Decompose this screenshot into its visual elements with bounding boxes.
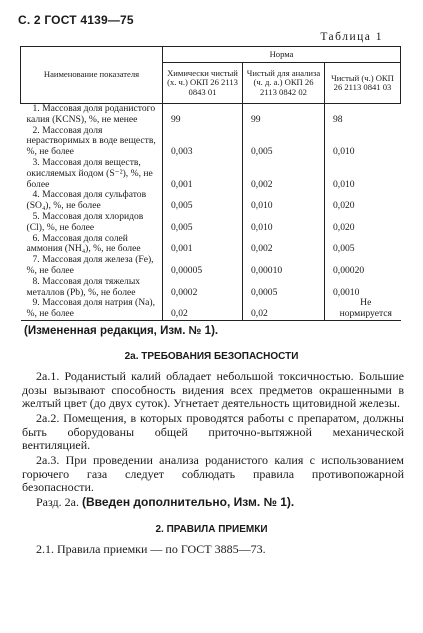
paragraph-2a-2-text: 2а.2. Помещения, в которых проводятся работы с препаратом, должны быть оборудованы общей приточно-вытяжной механической вентиляцией. — [22, 411, 404, 453]
paragraph-2a-2 — [22, 412, 404, 453]
value-grade-2: 0,0005 — [243, 277, 325, 299]
table-row — [21, 298, 401, 320]
paragraph-2a-4-prefix: Разд. 2а. — [36, 495, 79, 509]
section-2a-title: 2а. ТРЕБОВАНИЯ БЕЗОПАСНОСТИ — [124, 351, 299, 362]
col-header-name: Наименование показателя — [21, 47, 163, 104]
value-grade-3: 0,020 — [325, 212, 401, 234]
row-name: 8. Массовая доля тяжелых металлов (Pb), %, не более — [26, 275, 141, 298]
value-grade-2: 0,010 — [243, 212, 325, 234]
paragraph-2a-1 — [22, 370, 404, 411]
value-grade-3: Не нормируется — [325, 298, 401, 320]
section-2-title: 2. ПРАВИЛА ПРИЕМКИ — [155, 524, 268, 535]
row-name: 2. Массовая доля нерастворимых в воде веществ, %, не более — [26, 124, 156, 158]
value-grade-3: 0,020 — [325, 190, 401, 212]
table-row — [21, 212, 401, 234]
row-name: 1. Массовая доля роданистого калия (KCNS), %, не менее — [26, 103, 156, 125]
table-row — [21, 190, 401, 212]
col-header-norm: Норма — [163, 47, 401, 63]
table-row — [21, 104, 401, 126]
value-grade-1: 0,001 — [163, 158, 243, 190]
table-row — [21, 277, 401, 299]
value-grade-1: 0,00005 — [163, 255, 243, 277]
table-row — [21, 126, 401, 158]
paragraph-2a-4-note: (Введен дополнительно, Изм. № 1). — [81, 495, 295, 509]
paragraph-2-1-text: 2.1. Правила приемки — по ГОСТ 3885—73. — [36, 542, 266, 556]
paragraph-2a-3-text: 2а.3. При проведении анализа роданистого калия с использованием горючего газа следует соблюдать правила противопожарной безопасности. — [22, 453, 404, 495]
value-grade-3: 0,00020 — [325, 255, 401, 277]
requirements-table — [20, 46, 401, 321]
value-grade-3: 0,010 — [325, 126, 401, 158]
value-grade-1: 0,0002 — [163, 277, 243, 299]
table-caption: Таблица 1 — [320, 31, 383, 43]
row-name: 5. Массовая доля хлоридов (Cl), %, не более — [26, 210, 144, 233]
value-grade-1: 0,003 — [163, 126, 243, 158]
row-name: 7. Массовая доля железа (Fe), %, не более — [26, 254, 154, 276]
value-grade-1: 0,005 — [163, 190, 243, 212]
amendment-note: (Измененная редакция, Изм. № 1). — [24, 325, 219, 337]
paragraph-2a-1-text: 2а.1. Роданистый калий обладает небольшой токсичностью. Большие дозы вызывают способность видения всех предметов окрашенными в желтый цвет (до двух суток). Угнетает деятельность щитовидной железы. — [22, 369, 404, 411]
col-header-grade-1: Химически чистый (х. ч.) ОКП 26 2113 0843 01 — [163, 63, 243, 104]
table-row — [21, 255, 401, 277]
value-grade-1: 0,001 — [163, 234, 243, 256]
col-header-grade-2: Чистый для анализа (ч. д. а.) ОКП 26 2113 0842 02 — [243, 63, 325, 104]
value-grade-1: 99 — [163, 104, 243, 126]
value-grade-3: 0,0010 — [325, 277, 401, 299]
value-grade-2: 99 — [243, 104, 325, 126]
value-grade-1: 0,005 — [163, 212, 243, 234]
value-grade-2: 0,002 — [243, 234, 325, 256]
value-grade-3: 0,010 — [325, 158, 401, 190]
table-row — [21, 234, 401, 256]
value-grade-2: 0,005 — [243, 126, 325, 158]
col-header-grade-3: Чистый (ч.) ОКП 26 2113 0841 03 — [325, 63, 401, 104]
value-grade-1: 0,02 — [163, 298, 243, 320]
value-grade-2: 0,00010 — [243, 255, 325, 277]
paragraph-2-1 — [22, 543, 404, 557]
row-name: 3. Массовая доля веществ, окисляемых йодом (S⁻²), %, не более — [26, 156, 153, 190]
value-grade-2: 0,02 — [243, 298, 325, 320]
row-name: 9. Массовая доля натрия (Na), %, не более — [21, 298, 163, 320]
row-name: 4. Массовая доля сульфатов (SO₄), %, не более — [26, 189, 147, 212]
value-grade-3: 0,005 — [325, 234, 401, 256]
paragraph-2a-3 — [22, 454, 404, 495]
value-grade-2: 0,002 — [243, 158, 325, 190]
paragraph-2a-4 — [22, 496, 404, 510]
row-name: 6. Массовая доля солей аммония (NH₄), %, не более — [26, 232, 141, 255]
value-grade-2: 0,010 — [243, 190, 325, 212]
page-header: С. 2 ГОСТ 4139—75 — [18, 13, 134, 27]
value-grade-3: 98 — [325, 104, 401, 126]
table-row — [21, 158, 401, 190]
